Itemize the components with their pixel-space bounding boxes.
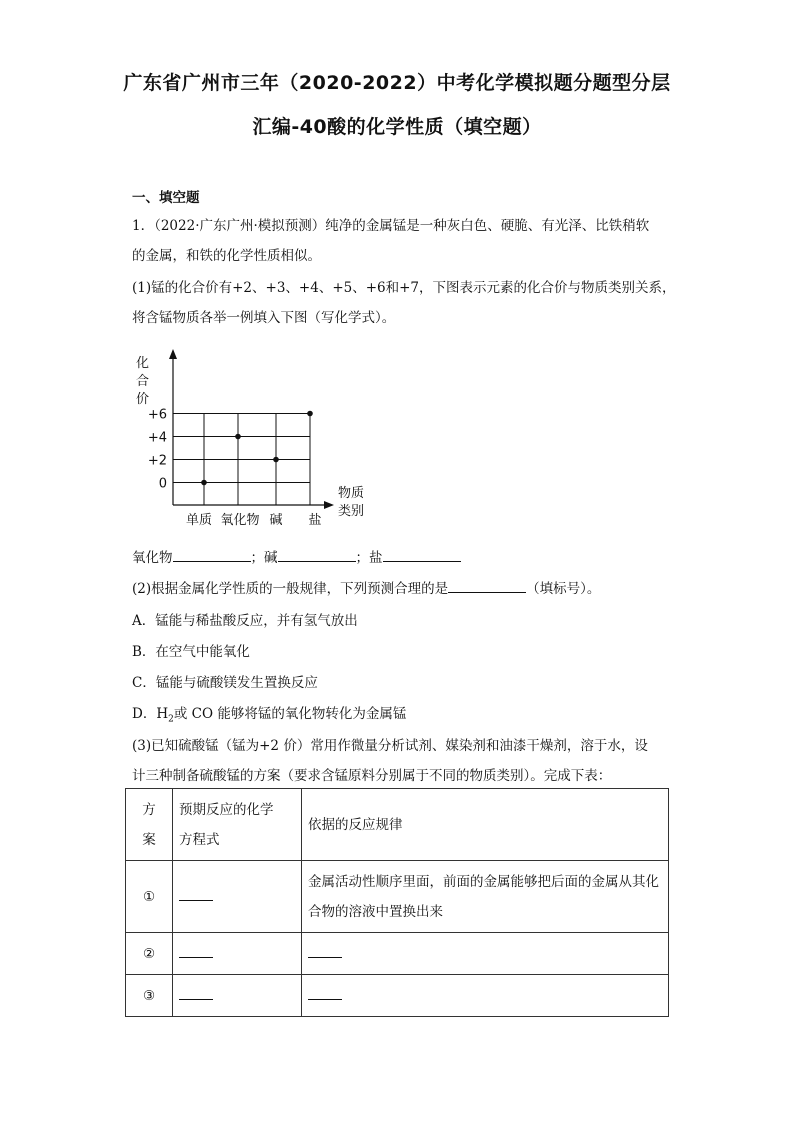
option-d-sub: 2 xyxy=(168,714,174,725)
data-point xyxy=(307,411,313,417)
table-row xyxy=(126,861,669,933)
rule-blank-3[interactable] xyxy=(302,975,669,1017)
scheme-table xyxy=(125,788,669,1017)
row-label-3: ③ xyxy=(126,975,173,1017)
x-axis-label-line: 物质 xyxy=(338,486,365,501)
y-axis-label-char: 价 xyxy=(136,392,150,407)
x-axis-arrow xyxy=(324,501,334,509)
q1-part1-line1: (1)锰的化合价有+2、+3、+4、+5、+6和+7，下图表示元素的化合价与物质类别关系， xyxy=(132,280,676,296)
x-category-label: 盐 xyxy=(308,513,322,528)
q1-part1-line2: 将含锰物质各举一例填入下图（写化学式）。 xyxy=(132,310,396,326)
header-equation: 预期反应的化学 方程式 xyxy=(173,789,302,861)
section-heading: 一、填空题 xyxy=(132,190,200,206)
x-axis-label-line: 类别 xyxy=(338,504,365,519)
table-row xyxy=(126,975,669,1017)
table-row xyxy=(126,933,669,975)
y-tick-label: +2 xyxy=(147,453,167,469)
table-header-row xyxy=(126,789,669,861)
x-category-label: 氧化物 xyxy=(220,513,260,528)
option-d xyxy=(132,702,406,725)
q1-stem-line2: 的金属，和铁的化学性质相似。 xyxy=(132,248,321,264)
y-tick-label: +4 xyxy=(147,430,167,446)
fill-salt-blank[interactable] xyxy=(383,549,461,562)
y-axis-label-char: 合 xyxy=(136,374,150,389)
header-scheme: 方 案 xyxy=(126,789,173,861)
y-tick-label: 0 xyxy=(158,476,167,492)
option-a: A．锰能与稀盐酸反应，并有氢气放出 xyxy=(132,613,358,629)
x-category-label: 单质 xyxy=(185,513,213,528)
q1-part2 xyxy=(132,577,600,597)
q1-part2-tail: （填标号）。 xyxy=(526,581,601,597)
fill-in-line xyxy=(132,546,461,566)
fill-base-label: ；碱 xyxy=(250,550,278,566)
fill-oxide-label: 氧化物 xyxy=(132,550,173,566)
y-tick-label: +6 xyxy=(147,407,167,423)
q1-part2-blank[interactable] xyxy=(448,580,526,593)
x-category-label: 碱 xyxy=(269,513,283,528)
equation-blank-2[interactable] xyxy=(173,933,302,975)
y-axis-label-char: 化 xyxy=(136,356,150,371)
row-label-1: ① xyxy=(126,861,173,933)
option-d-post: 或 CO 能够将锰的氧化物转化为金属锰 xyxy=(173,706,407,722)
q1-part3-line2: 计三种制备硫酸锰的方案（要求含锰原料分别属于不同的物质类别）。完成下表： xyxy=(132,768,612,784)
option-b: B．在空气中能氧化 xyxy=(132,644,250,660)
option-c: C．锰能与硫酸镁发生置换反应 xyxy=(132,675,318,691)
fill-base-blank[interactable] xyxy=(278,549,356,562)
valence-chart xyxy=(128,345,378,530)
doc-title-line2: 汇编-40酸的化学性质（填空题） xyxy=(252,116,542,138)
q1-part3-line1: (3)已知硫酸锰（锰为+2 价）常用作微量分析试剂、媒染剂和油漆干燥剂，溶于水，设 xyxy=(132,738,648,754)
data-point xyxy=(235,434,241,440)
equation-blank-1[interactable] xyxy=(173,861,302,933)
rule-cell-1: 金属活动性顺序里面，前面的金属能够把后面的金属从其化 合物的溶液中置换出来 xyxy=(302,861,669,933)
fill-oxide-blank[interactable] xyxy=(173,549,251,562)
row-label-2: ② xyxy=(126,933,173,975)
y-axis-arrow xyxy=(169,349,177,359)
option-d-pre: D．H xyxy=(132,706,169,722)
q1-stem-line1: 1．（2022·广东广州·模拟预测）纯净的金属锰是一种灰白色、硬脆、有光泽、比铁稍软 xyxy=(132,218,650,234)
equation-blank-3[interactable] xyxy=(173,975,302,1017)
doc-title-line1: 广东省广州市三年（2020-2022）中考化学模拟题分题型分层 xyxy=(123,72,671,94)
fill-salt-label: ；盐 xyxy=(355,550,383,566)
data-point xyxy=(273,457,279,463)
data-point xyxy=(201,480,207,486)
q1-part2-text: (2)根据金属化学性质的一般规律，下列预测合理的是 xyxy=(132,581,449,597)
header-rule: 依据的反应规律 xyxy=(302,789,669,861)
rule-blank-2[interactable] xyxy=(302,933,669,975)
